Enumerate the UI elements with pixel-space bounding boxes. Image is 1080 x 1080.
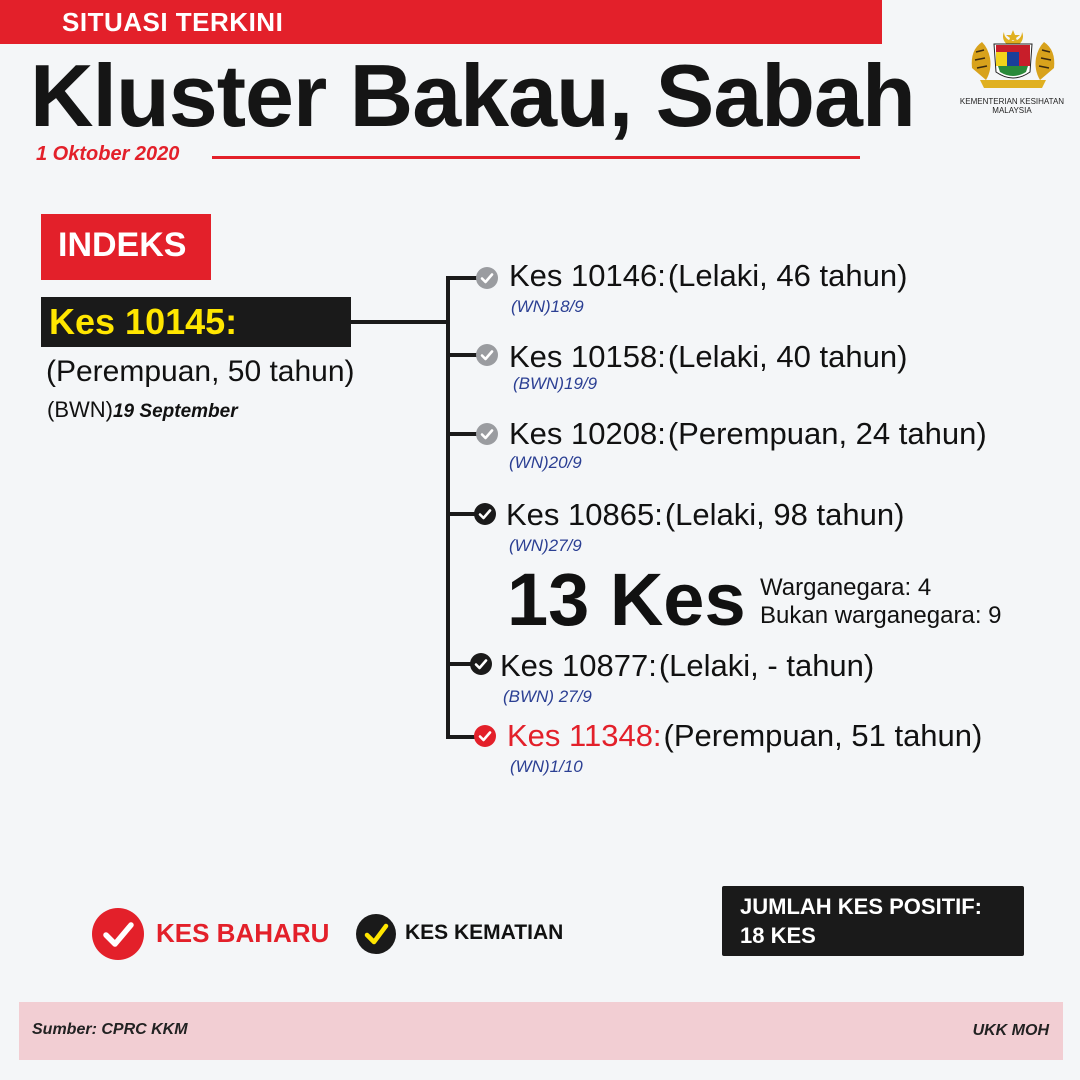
case-sub: (WN)27/9 (509, 536, 582, 555)
recovered-check-icon (476, 344, 498, 366)
case-id: Kes 10877: (500, 648, 657, 683)
report-date: 1 Oktober 2020 (36, 143, 180, 165)
case-entry (509, 339, 907, 375)
recovered-check-icon (476, 267, 498, 289)
case-detail: (Lelaki, 98 tahun) (664, 497, 905, 532)
case-id: Kes 10208: (509, 416, 666, 451)
banner-text: SITUASI TERKINI (62, 7, 284, 37)
citizen-count: Warganegara: 4 (760, 574, 932, 601)
index-case-detail: (Perempuan, 50 tahun) (46, 355, 355, 388)
index-case-origin (47, 397, 238, 423)
case-entry (509, 416, 987, 452)
case-detail: (Perempuan, 51 tahun) (663, 718, 983, 753)
case-sub: (BWN) 27/9 (503, 687, 592, 706)
case-detail: (Perempuan, 24 tahun) (667, 416, 987, 451)
case-detail: (Lelaki, 40 tahun) (667, 339, 908, 374)
index-label-box (41, 214, 211, 280)
index-case-date: 19 September (112, 401, 238, 422)
case-entry (509, 258, 907, 294)
date-divider (212, 156, 860, 159)
non-citizen-count: Bukan warganegara: 9 (760, 602, 1002, 629)
logo-caption (950, 97, 1074, 115)
index-label: INDEKS (58, 226, 187, 264)
index-case-nationality: (BWN) (47, 397, 113, 422)
legend-new-case-label: KES BAHARU (156, 918, 330, 948)
header-banner (0, 0, 882, 44)
case-entry (507, 718, 982, 754)
case-sub: (WN)1/10 (510, 757, 583, 776)
index-case-id: Kes 10145: (49, 301, 238, 342)
legend-death-icon (356, 914, 396, 954)
logo-caption-line2: MALAYSIA (992, 106, 1032, 115)
case-entry (500, 648, 874, 684)
tree-root-connector (351, 320, 448, 324)
legend-death-label: KES KEMATIAN (405, 921, 564, 944)
case-id: Kes 10158: (509, 339, 666, 374)
legend-new-case-icon (92, 908, 144, 960)
case-sub: (WN)18/9 (511, 297, 584, 316)
total-positive-box (722, 886, 1024, 956)
logo-caption-line1: KEMENTERIAN KESIHATAN (959, 97, 1065, 106)
death-check-icon (474, 503, 496, 525)
case-id: Kes 10865: (506, 497, 663, 532)
case-sub: (BWN)19/9 (513, 374, 598, 393)
case-detail: (Lelaki, 46 tahun) (667, 258, 908, 293)
coat-of-arms-logo (968, 28, 1058, 90)
case-entry (506, 497, 904, 533)
group-case-count: 13 Kes (507, 558, 746, 641)
footer-bar (19, 1002, 1063, 1060)
case-id: Kes 10146: (509, 258, 666, 293)
index-case-box (41, 297, 351, 347)
death-check-icon (470, 653, 492, 675)
new-case-check-icon (474, 725, 496, 747)
total-label: JUMLAH KES POSITIF: (740, 894, 983, 919)
case-id: Kes 11348: (507, 718, 662, 753)
recovered-check-icon (476, 423, 498, 445)
source-text: Sumber: CPRC KKM (32, 1021, 188, 1038)
page-title: Kluster Bakau, Sabah (30, 46, 915, 145)
case-detail: (Lelaki, - tahun) (658, 648, 875, 683)
credit-text: UKK MOH (972, 1022, 1049, 1039)
case-sub: (WN)20/9 (509, 453, 582, 472)
total-value: 18 KES (740, 923, 816, 948)
tree-trunk (446, 278, 450, 738)
